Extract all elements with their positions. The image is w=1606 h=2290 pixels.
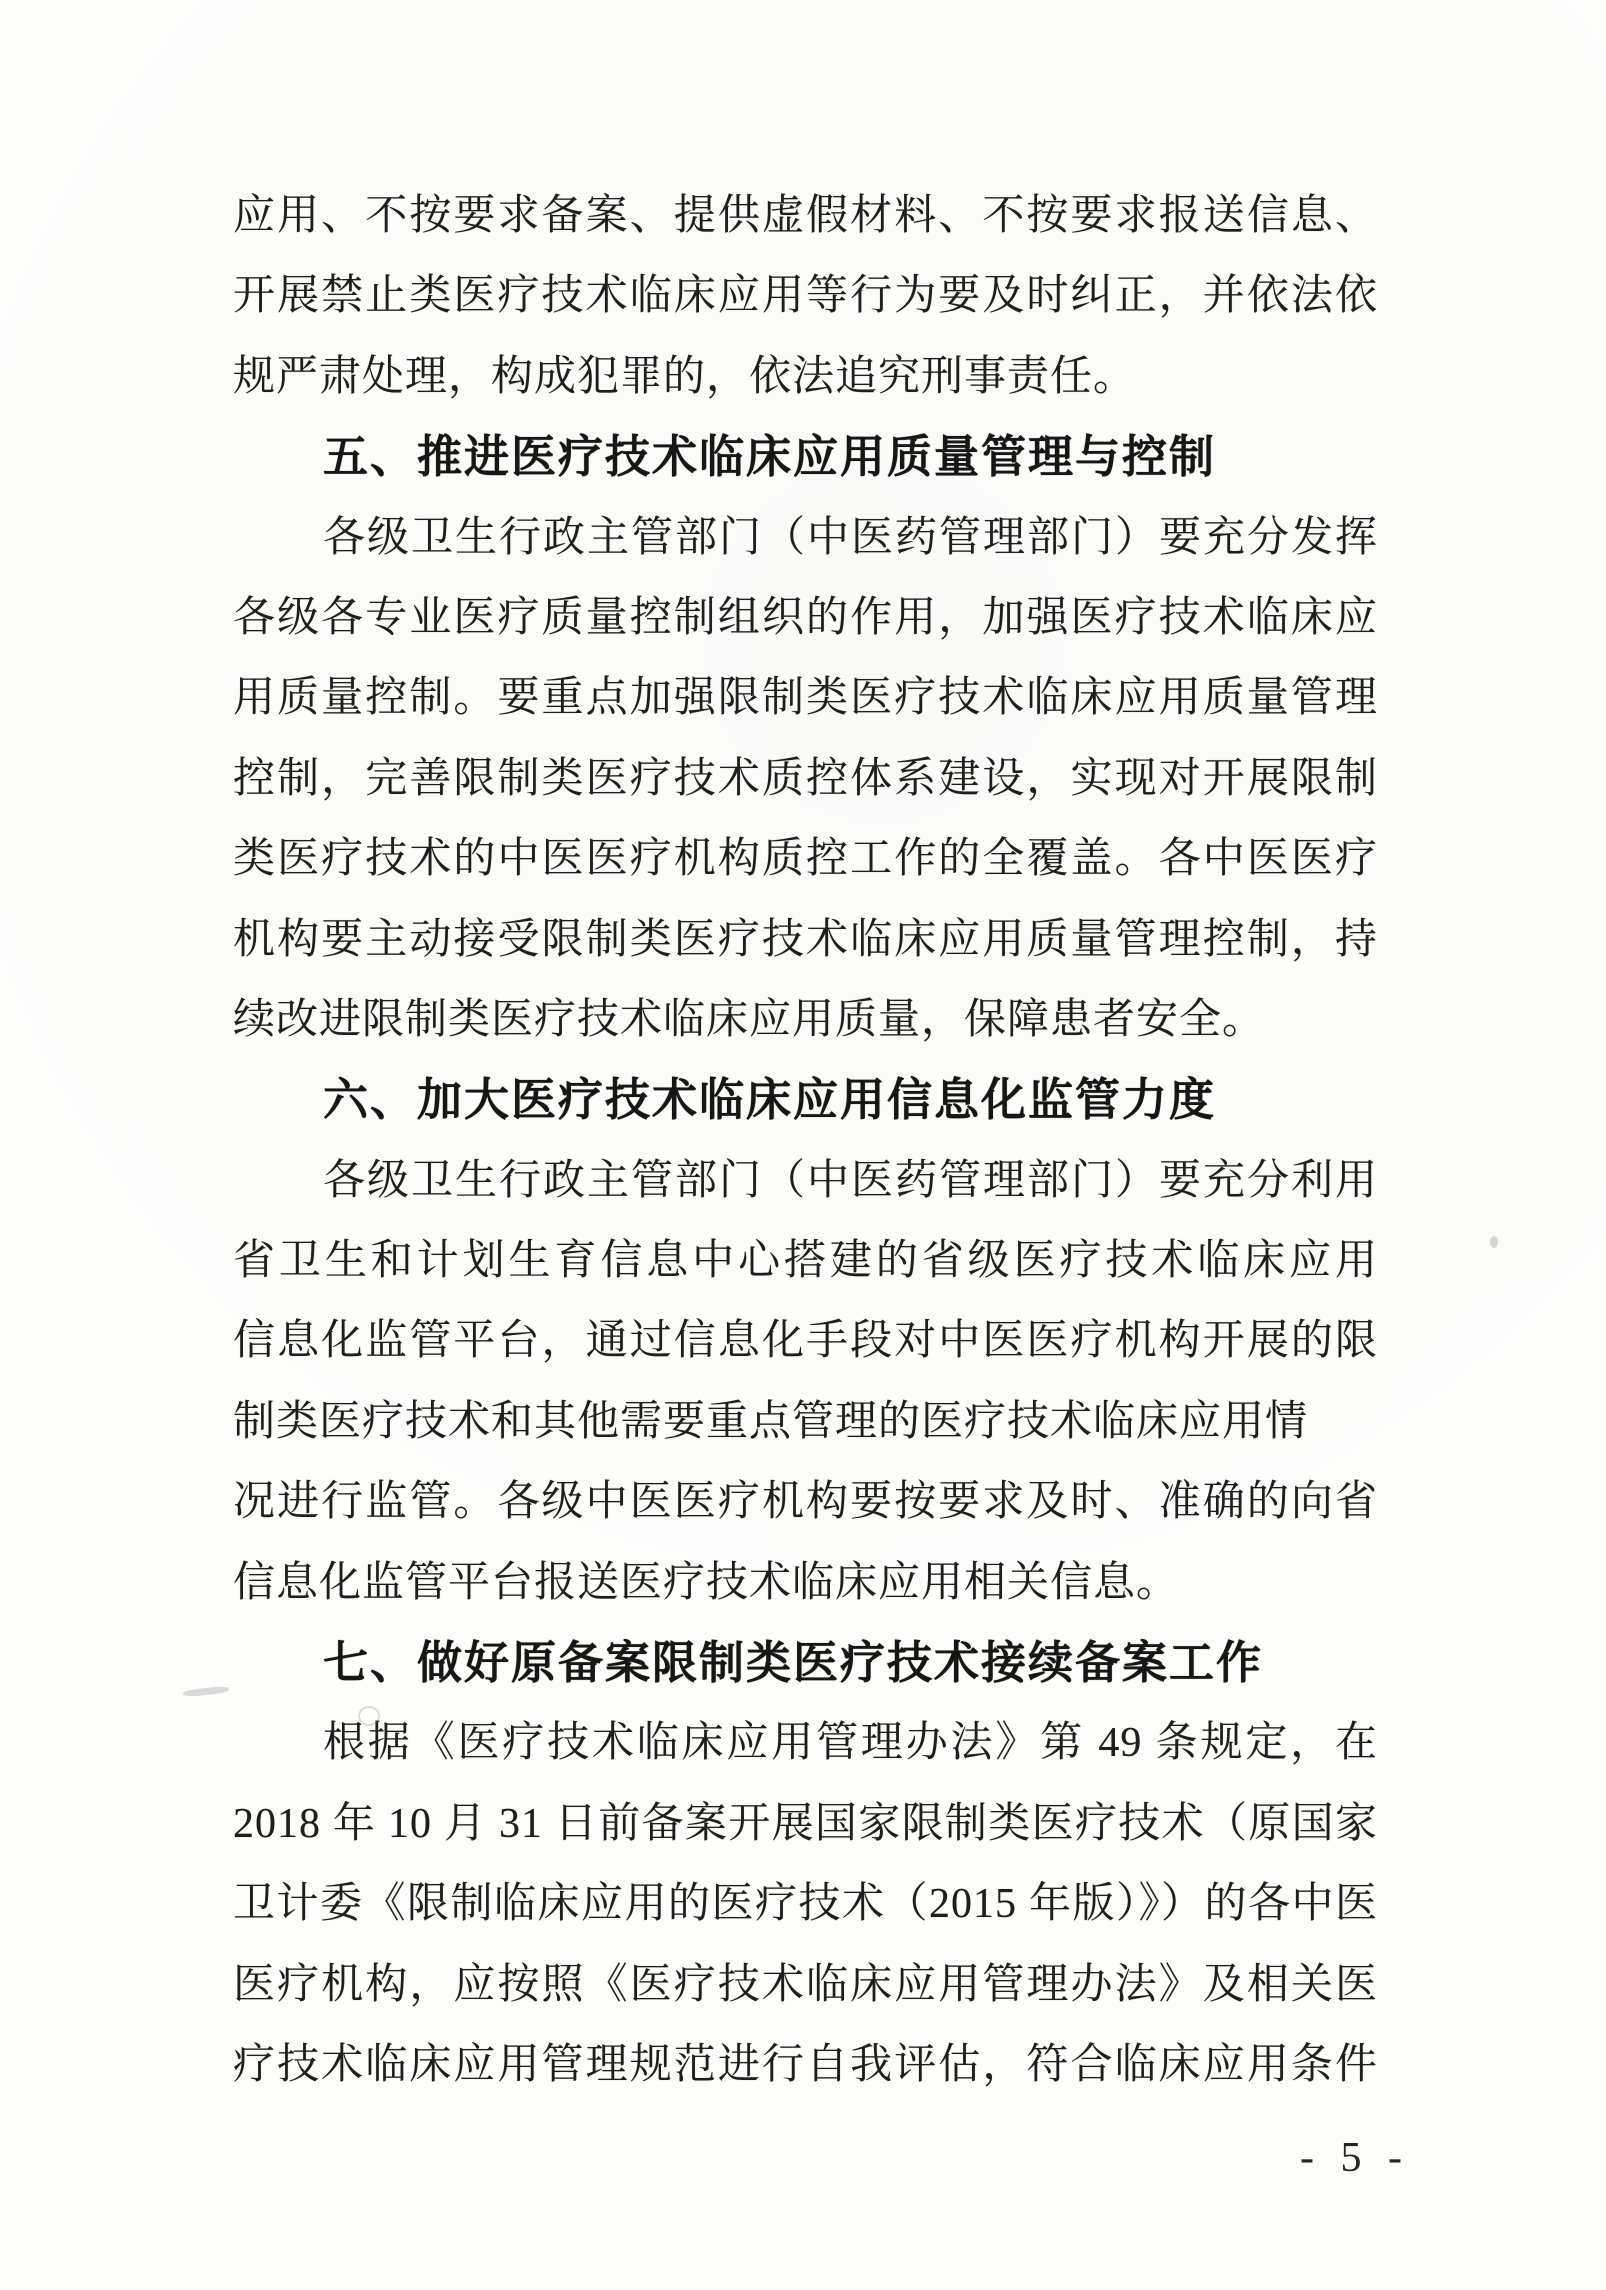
body-line: 续改进限制类医疗技术临床应用质量，保障患者安全。	[233, 996, 1266, 1043]
scan-speck	[183, 1686, 229, 1698]
body-line: 开展禁止类医疗技术临床应用等行为要及时纠正，并依法依	[233, 273, 1378, 320]
body-line: 类医疗技术的中医医疗机构质控工作的全覆盖。各中医医疗	[233, 836, 1378, 883]
body-line: 医疗机构，应按照《医疗技术临床应用管理办法》及相关医	[233, 1961, 1378, 2008]
scan-speck	[1490, 1236, 1498, 1248]
body-line: 制类医疗技术和其他需要重点管理的医疗技术临床应用情	[233, 1398, 1309, 1445]
page-number: - 5 -	[1300, 2135, 1410, 2181]
body-line: 各级卫生行政主管部门（中医药管理部门）要充分利用	[323, 1157, 1378, 1204]
body-line: 况进行监管。各级中医医疗机构要按要求及时、准确的向省	[233, 1479, 1378, 1526]
body-line: 应用、不按要求备案、提供虚假材料、不按要求报送信息、	[233, 193, 1378, 239]
body-line: 控制，完善限制类医疗技术质控体系建设，实现对开展限制	[233, 755, 1378, 802]
section-heading: 五、推进医疗技术临床应用质量管理与控制	[323, 431, 1217, 483]
body-line: 用质量控制。要重点加强限制类医疗技术临床应用质量管理	[233, 675, 1378, 722]
scan-speck	[358, 1706, 380, 1726]
body-line: 2018 年 10 月 31 日前备案开展国家限制类医疗技术（原国家	[233, 1800, 1378, 1847]
body-line: 信息化监管平台，通过信息化手段对中医医疗机构开展的限	[233, 1318, 1378, 1365]
body-line: 疗技术临床应用管理规范进行自我评估，符合临床应用条件	[233, 2041, 1378, 2088]
body-line: 省卫生和计划生育信息中心搭建的省级医疗技术临床应用	[233, 1238, 1378, 1285]
body-line: 各级各专业医疗质量控制组织的作用，加强医疗技术临床应	[233, 594, 1378, 641]
body-line: 机构要主动接受限制类医疗技术临床应用质量管理控制，持	[233, 916, 1378, 963]
section-heading: 六、加大医疗技术临床应用信息化监管力度	[323, 1074, 1217, 1126]
body-line: 信息化监管平台报送医疗技术临床应用相关信息。	[233, 1559, 1180, 1606]
body-line: 各级卫生行政主管部门（中医药管理部门）要充分发挥	[323, 514, 1378, 561]
body-line: 卫计委《限制临床应用的医疗技术（2015 年版）》）的各中医	[233, 1881, 1378, 1928]
body-line: 规严肃处理，构成犯罪的，依法追究刑事责任。	[233, 353, 1137, 400]
body-line: 根据《医疗技术临床应用管理办法》第 49 条规定，在	[323, 1720, 1378, 1767]
section-heading: 七、做好原备案限制类医疗技术接续备案工作	[323, 1637, 1264, 1689]
text-column	[233, 176, 1378, 2105]
